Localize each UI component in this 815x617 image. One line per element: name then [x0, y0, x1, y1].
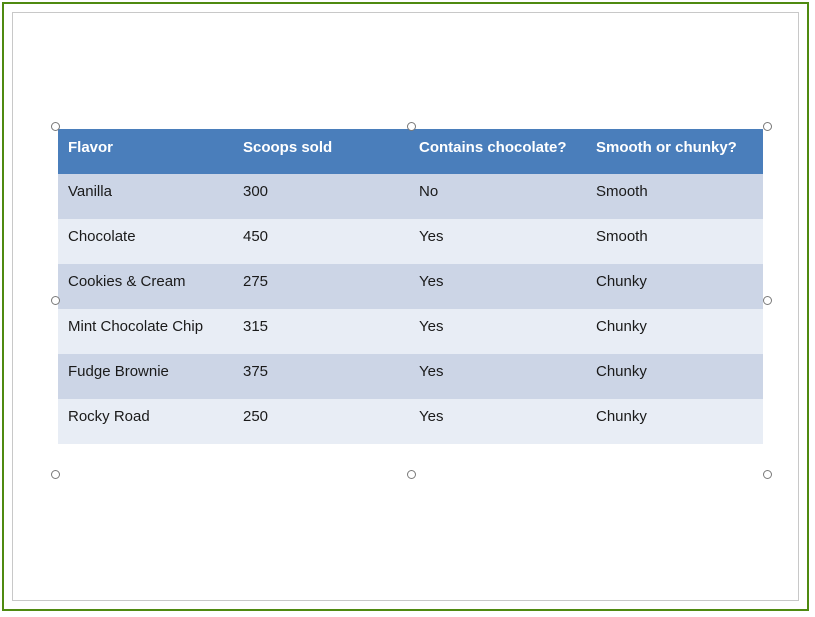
table-cell[interactable]: Yes — [409, 399, 586, 444]
table-cell[interactable]: Yes — [409, 264, 586, 309]
table-cell[interactable]: Chunky — [586, 354, 763, 399]
table-cell[interactable]: Cookies & Cream — [58, 264, 233, 309]
table-cell[interactable]: Chunky — [586, 264, 763, 309]
resize-handle-bottom-left[interactable] — [51, 470, 60, 479]
table-row[interactable] — [58, 399, 763, 444]
table-cell[interactable]: Rocky Road — [58, 399, 233, 444]
table-header-row — [58, 129, 763, 174]
table-cell[interactable]: 300 — [233, 174, 409, 219]
table-row[interactable] — [58, 309, 763, 354]
table-cell[interactable]: 250 — [233, 399, 409, 444]
resize-handle-bottom-center[interactable] — [407, 470, 416, 479]
table-header-cell[interactable]: Smooth or chunky? — [586, 129, 763, 174]
table-object[interactable] — [55, 126, 766, 475]
screenshot-frame — [2, 2, 809, 611]
table-cell[interactable]: Smooth — [586, 219, 763, 264]
table-cell[interactable]: Fudge Brownie — [58, 354, 233, 399]
table-header-cell[interactable]: Flavor — [58, 129, 233, 174]
data-table[interactable] — [58, 129, 763, 444]
table-cell[interactable]: 375 — [233, 354, 409, 399]
table-cell[interactable]: Smooth — [586, 174, 763, 219]
table-cell[interactable]: Chunky — [586, 399, 763, 444]
resize-handle-top-left[interactable] — [51, 122, 60, 131]
resize-handle-top-right[interactable] — [763, 122, 772, 131]
table-row[interactable] — [58, 264, 763, 309]
table-row[interactable] — [58, 174, 763, 219]
table-cell[interactable]: Yes — [409, 354, 586, 399]
table-cell[interactable]: Vanilla — [58, 174, 233, 219]
table-cell[interactable]: Chunky — [586, 309, 763, 354]
table-cell[interactable]: 275 — [233, 264, 409, 309]
table-header-cell[interactable]: Contains chocolate? — [409, 129, 586, 174]
table-cell[interactable]: 315 — [233, 309, 409, 354]
table-header-cell[interactable]: Scoops sold — [233, 129, 409, 174]
resize-handle-middle-right[interactable] — [763, 296, 772, 305]
table-row[interactable] — [58, 219, 763, 264]
slide-canvas[interactable] — [12, 12, 799, 601]
table-row[interactable] — [58, 354, 763, 399]
table-cell[interactable]: Yes — [409, 219, 586, 264]
table-cell[interactable]: No — [409, 174, 586, 219]
resize-handle-middle-left[interactable] — [51, 296, 60, 305]
table-cell[interactable]: Yes — [409, 309, 586, 354]
table-cell[interactable]: Chocolate — [58, 219, 233, 264]
table-cell[interactable]: 450 — [233, 219, 409, 264]
resize-handle-bottom-right[interactable] — [763, 470, 772, 479]
table-cell[interactable]: Mint Chocolate Chip — [58, 309, 233, 354]
resize-handle-top-center[interactable] — [407, 122, 416, 131]
